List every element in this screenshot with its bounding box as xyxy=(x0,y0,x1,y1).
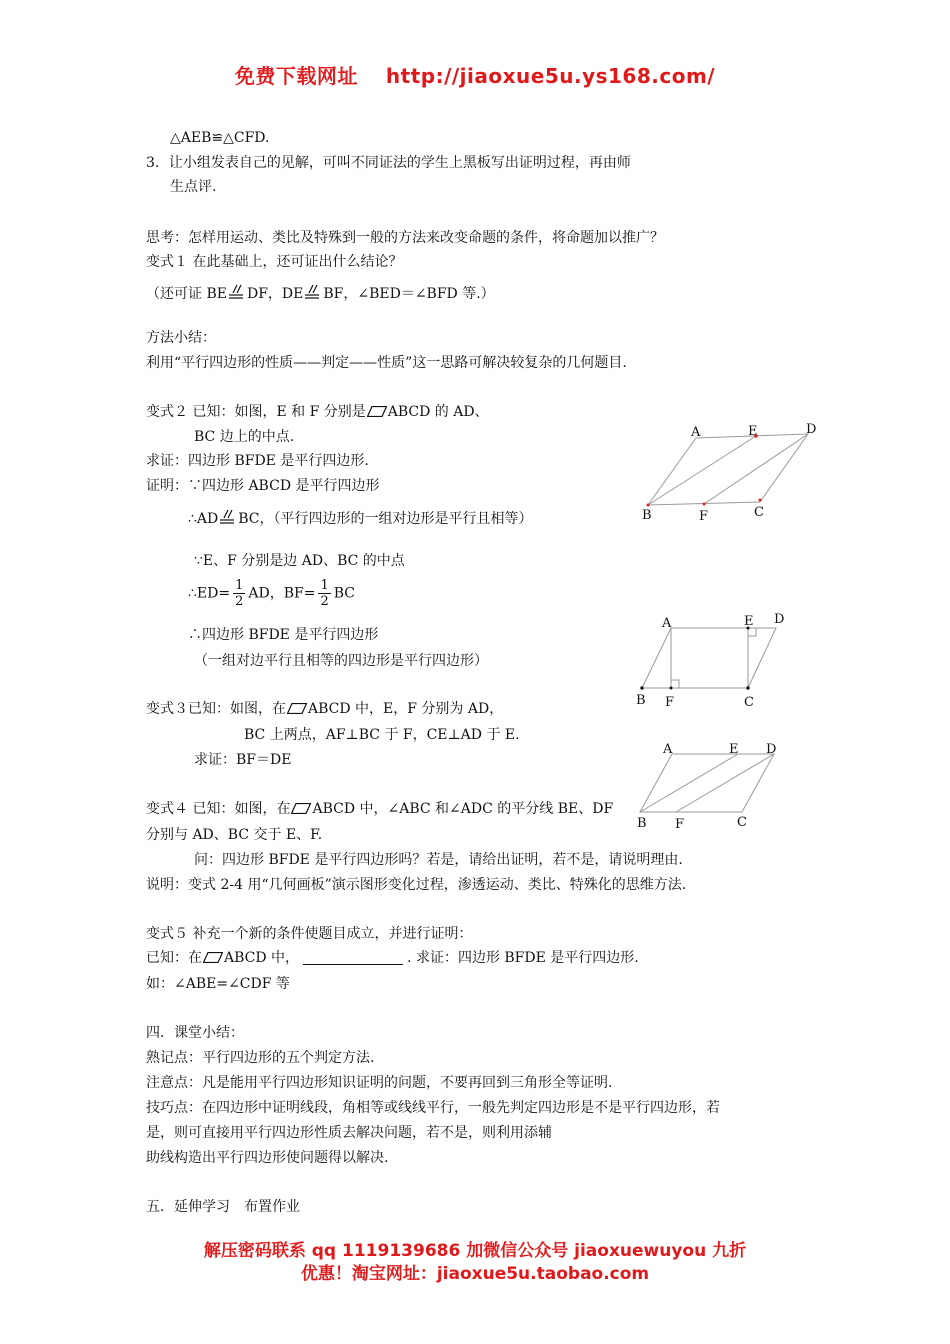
parallel-equal-symbol xyxy=(219,509,235,528)
text-line: 五．延伸学习 布置作业 xyxy=(146,1199,300,1215)
label-c: C xyxy=(737,815,747,830)
text-line xyxy=(146,403,489,421)
right-angle-e xyxy=(748,628,756,636)
text-span: ABCD 的 AD、 xyxy=(387,404,489,420)
text-line: 四．课堂小结： xyxy=(146,1025,244,1041)
text-line: 是，则可直接用平行四边形性质去解决问题，若不是，则利用添辅 xyxy=(146,1125,552,1141)
text-span: AD，BF= xyxy=(248,585,316,602)
figure-parallelogram-midpoints xyxy=(630,420,830,530)
fraction-numerator: 1 xyxy=(320,578,329,593)
text-line: 熟记点：平行四边形的五个判定方法. xyxy=(146,1050,375,1066)
parallel-equal-symbol xyxy=(228,284,244,303)
label-d: D xyxy=(774,612,785,627)
parallelogram-outline xyxy=(648,434,808,505)
fraction-one-half xyxy=(233,578,245,609)
parallelogram-outline xyxy=(640,754,774,812)
text-line: 技巧点：在四边形中证明线段，角相等或线线平行，一般先判定四边形是不是平行四边形，若 xyxy=(146,1100,720,1116)
text-line: 分别与 AD、BC 交于 E、F. xyxy=(146,827,323,843)
label-e: E xyxy=(748,424,758,439)
label-b: B xyxy=(636,693,646,708)
figure-lines xyxy=(640,754,774,812)
text-line: 变式１ 在此基础上，还可证出什么结论？ xyxy=(146,254,403,270)
footer-line-1: 解压密码联系 qq 1119139686 加微信公众号 jiaoxuewuyou 九折 xyxy=(203,1241,747,1261)
text-span: 变式２ 已知：如图，E 和 F 分别是 xyxy=(146,404,366,420)
text-line: 求证：BF＝DE xyxy=(194,752,292,768)
right-angle-f xyxy=(671,680,679,688)
text-line: 方法小结： xyxy=(146,330,216,346)
header-url[interactable]: http://jiaoxue5u.ys168.com/ xyxy=(385,64,716,88)
parallelogram-icon xyxy=(367,406,387,417)
parallelogram-icon xyxy=(203,952,223,963)
point-b xyxy=(647,504,650,507)
text-line: 思考：怎样用运动、类比及特殊到一般的方法来改变命题的条件，将命题加以推广？ xyxy=(146,230,664,246)
parallel-equal-symbol xyxy=(304,284,320,303)
text-span: ABCD 中， xyxy=(224,950,300,966)
label-f: F xyxy=(675,817,685,832)
text-span: ABCD 中，∠ABC 和∠ADC 的平分线 BE、DF xyxy=(312,801,614,817)
parallelogram-outline xyxy=(642,628,776,688)
text-line: 利用“平行四边形的性质——判定——性质”这一思路可解决较复杂的几何题目. xyxy=(146,355,627,371)
text-line: 说明：变式 2-4 用“几何画板”演示图形变化过程，渗透运动、类比、特殊化的思维方法. xyxy=(146,877,687,893)
text-span: 变式３已知：如图，在 xyxy=(146,701,286,717)
label-f: F xyxy=(699,509,709,524)
label-d: D xyxy=(806,422,817,437)
point-c xyxy=(746,686,749,689)
text-line xyxy=(146,700,503,718)
label-d: D xyxy=(766,742,777,757)
label-a: A xyxy=(662,616,672,631)
label-b: B xyxy=(642,508,652,523)
figure-lines xyxy=(642,628,776,688)
text-span: ABCD 中，E，F 分别为 AD， xyxy=(308,701,504,717)
parallelogram-icon xyxy=(287,703,307,714)
text-line: BC 上两点，AF⊥BC 于 F，CE⊥AD 于 E. xyxy=(244,727,520,743)
fraction-denominator: 2 xyxy=(235,594,244,609)
text-line: △AEB≌△CFD. xyxy=(170,130,270,146)
text-line: 求证：四边形 BFDE 是平行四边形. xyxy=(146,453,369,469)
text-span: DF，DE xyxy=(246,286,304,302)
text-span: . 求证：四边形 BFDE 是平行四边形. xyxy=(407,950,639,966)
text-line: 助线构造出平行四边形使问题得以解决. xyxy=(146,1150,389,1166)
text-line: 注意点：凡是能用平行四边形知识证明的问题，不要再回到三角形全等证明. xyxy=(146,1075,613,1091)
label-e: E xyxy=(744,614,754,629)
segment-df xyxy=(676,754,774,812)
text-span: BC，（平行四边形的一组对边形是平行且相等） xyxy=(238,511,533,527)
figure-parallelogram-altitudes xyxy=(630,610,790,715)
text-line: ∴四边形 BFDE 是平行四边形 xyxy=(188,627,379,643)
label-c: C xyxy=(744,695,754,710)
text-line: BC 边上的中点. xyxy=(194,429,295,445)
figure-lines xyxy=(648,434,808,505)
point-f xyxy=(670,687,673,690)
fraction-numerator: 1 xyxy=(235,578,244,593)
point-c xyxy=(759,499,762,502)
text-line: 问：四边形 BFDE 是平行四边形吗？若是，请给出证明，若不是，请说明理由. xyxy=(194,852,683,868)
label-e: E xyxy=(729,742,739,757)
point-f xyxy=(703,503,706,506)
header-label: 免费下载网址 xyxy=(234,64,358,88)
text-line xyxy=(146,284,495,303)
parallelogram-icon xyxy=(291,803,311,814)
fraction-denominator: 2 xyxy=(320,594,329,609)
segment-be xyxy=(640,754,738,812)
text-line xyxy=(146,800,613,818)
text-line: 如：∠ABE=∠CDF 等 xyxy=(146,976,290,992)
page-header xyxy=(0,60,950,89)
point-b xyxy=(640,686,643,689)
label-b: B xyxy=(637,816,647,831)
text-line xyxy=(146,949,639,967)
text-span: 已知：在 xyxy=(146,950,202,966)
label-a: A xyxy=(691,425,701,440)
text-span: ∴AD xyxy=(188,511,219,527)
text-line: 证明：∵四边形 ABCD 是平行四边形 xyxy=(146,478,380,494)
text-span: 变式４ 已知：如图，在 xyxy=(146,801,291,817)
segment-be xyxy=(648,436,756,505)
fraction-one-half xyxy=(318,578,330,609)
text-span: BF，∠BED＝∠BFD 等.） xyxy=(323,286,495,302)
label-c: C xyxy=(754,505,764,520)
segment-fd xyxy=(704,434,808,504)
text-line: 3．让小组发表自己的见解，可叫不同证法的学生上黑板写出证明过程，再由师 xyxy=(146,155,631,171)
text-line: ∵E、F 分别是边 AD、BC 的中点 xyxy=(194,553,405,569)
figure-parallelogram-bisectors xyxy=(630,740,790,835)
text-line: 变式５ 补充一个新的条件使题目成立，并进行证明： xyxy=(146,926,473,942)
footer-line-2: 优惠！淘宝网址：jiaoxue5u.taobao.com xyxy=(300,1264,650,1284)
text-span: BC xyxy=(333,585,355,602)
text-span: ∴ED= xyxy=(188,585,231,602)
text-line: （一组对边平行且相等的四边形是平行四边形） xyxy=(194,653,488,669)
text-line: 生点评. xyxy=(170,179,217,195)
label-f: F xyxy=(665,695,675,710)
text-line xyxy=(188,578,355,609)
text-line xyxy=(188,509,533,528)
label-a: A xyxy=(663,742,673,757)
answer-blank[interactable] xyxy=(303,950,403,965)
text-span: （还可证 BE xyxy=(146,286,227,302)
